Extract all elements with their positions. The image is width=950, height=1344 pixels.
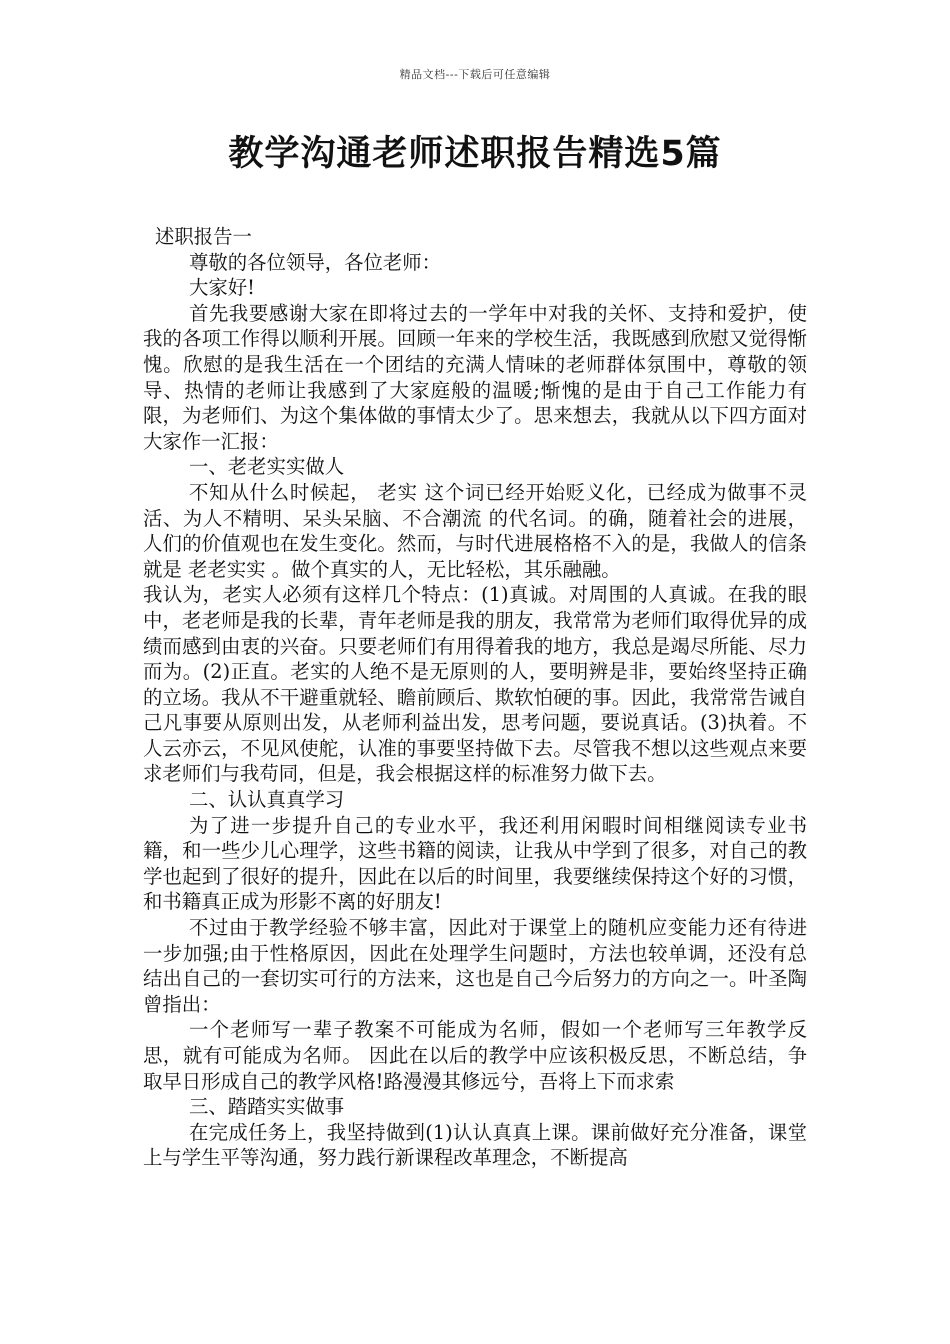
section2-paragraph-2: 不过由于教学经验不够丰富，因此对于课堂上的随机应变能力还有待进一步加强;由于性格原因，因此在处理学生问题时，方法也较单调，还没有总结出自己的一套切实可行的方法来，这也是自己今后努力的方向之一。叶圣陶曾指出：	[143, 916, 807, 1016]
section3-paragraph-1: 在完成任务上，我坚持做到(1)认认真真上课。课前做好充分准备，课堂上与学生平等沟通，努力践行新课程改革理念，不断提高	[143, 1120, 807, 1170]
intro-paragraph: 首先我要感谢大家在即将过去的一学年中对我的关怀、支持和爱护，使我的各项工作得以顺利开展。回顾一年来的学校生活，我既感到欣慰又觉得惭愧。欣慰的是我生活在一个团结的充满人情味的老师群体氛围中，尊敬的领导、热情的老师让我感到了大家庭般的温暖;惭愧的是由于自己工作能力有限，为老师们、为这个集体做的事情太少了。思来想去，我就从以下四方面对大家作一汇报：	[143, 301, 807, 453]
report-label: 述职报告一	[155, 225, 252, 248]
section1-paragraph-2: 我认为，老实人必须有这样几个特点：(1)真诚。对周围的人真诚。在我的眼中，老老师是我的长辈，青年老师是我的朋友，我常常为老师们取得优异的成绩而感到由衷的兴奋。只要老师们有用得着我的地方，我总是竭尽所能、尽力而为。(2)正直。老实的人绝不是无原则的人，要明辨是非，要始终坚持正确的立场。我从不干避重就轻、瞻前顾后、欺软怕硬的事。因此，我常常告诫自己凡事要从原则出发，从老师利益出发，思考问题，要说真话。(3)执着。不人云亦云，不见风使舵，认准的事要坚持做下去。尽管我不想以这些观点来要求老师们与我苟同，但是，我会根据这样的标准努力做下去。	[143, 583, 807, 786]
document-body	[143, 224, 807, 1171]
section-heading-2: 二、认认真真学习	[189, 788, 345, 812]
greeting: 大家好!	[189, 276, 255, 300]
section2-paragraph-3: 一个老师写一辈子教案不可能成为名师，假如一个老师写三年教学反思，就有可能成为名师。 因此在以后的教学中应该积极反思，不断总结，争取早日形成自己的教学风格!路漫漫其修远兮，吾将上下而求索	[143, 1018, 807, 1093]
header-note: 精品文档---下载后可任意编辑	[399, 68, 551, 81]
section2-paragraph-1: 为了进一步提升自己的专业水平，我还利用闲暇时间相继阅读专业书籍，和一些少儿心理学，这些书籍的阅读，让我从中学到了很多，对自己的教学也起到了很好的提升，因此在以后的时间里，我要继续保持这个好的习惯，和书籍真正成为形影不离的好朋友!	[143, 813, 807, 914]
section-heading-1: 一、老老实实做人	[189, 455, 345, 479]
section-heading-3: 三、踏踏实实做事	[189, 1095, 345, 1119]
section1-paragraph-1: 不知从什么时候起， 老实 这个词已经开始贬义化，已经成为做事不灵活、为人不精明、呆头呆脑、不合潮流 的代名词。的确，随着社会的进展，人们的价值观也在发生变化。然而，与时代进展格格不入的是，我做人的信条就是 老老实实 。做个真实的人，无比轻松，其乐融融。	[143, 480, 807, 581]
salutation: 尊敬的各位领导，各位老师：	[189, 250, 442, 274]
document-title: 教学沟通老师述职报告精选5篇	[228, 134, 722, 174]
